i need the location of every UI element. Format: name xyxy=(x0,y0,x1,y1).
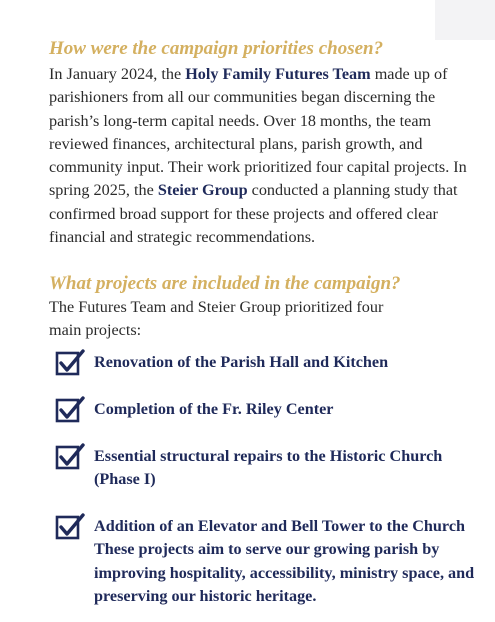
project-label-4 xyxy=(94,515,479,608)
projects-intro: The Futures Team and Steier Group prioritized four main projects: xyxy=(49,298,384,340)
steier-group-name: Steier Group xyxy=(157,181,248,200)
project-label-3: Essential structural repairs to the Historic Church (Phase I) xyxy=(94,447,443,489)
priorities-paragraph xyxy=(49,63,469,249)
projects-heading: What projects are included in the campaign? xyxy=(49,273,401,294)
project-label-2: Completion of the Fr. Riley Center xyxy=(94,400,334,418)
priorities-heading: How were the campaign priorities chosen? xyxy=(49,38,384,59)
checkbox-checked-icon xyxy=(55,348,85,378)
corner-background xyxy=(435,0,495,40)
checkbox-checked-icon xyxy=(55,442,85,472)
priorities-text-1: In January 2024, the xyxy=(49,65,186,83)
project-label-1: Renovation of the Parish Hall and Kitchen xyxy=(94,353,389,371)
checkbox-checked-icon xyxy=(55,395,85,425)
projects-closing-text: These projects aim to serve our growing parish by improving hospitality, accessibility, ministry space, and preserving our historic heritage. xyxy=(94,540,475,605)
futures-team-name: Holy Family Futures Team xyxy=(185,65,371,83)
checkbox-checked-icon xyxy=(55,512,85,542)
project-label-4-title: Addition of an Elevator and Bell Tower to the Church xyxy=(94,517,466,535)
priorities-text-2: made up of parishioners from all our communities began discerning the parish’s long-term capital needs. Over 18 months, the team reviewed finances, architectural plans, parish growth, and community input. Their work prioritized four capital projects. In spring 2025, the xyxy=(49,65,467,200)
priorities-text-3: conducted a planning study that confirmed broad support for these projects and offered clear financial and strategic recommendations. xyxy=(49,181,458,247)
